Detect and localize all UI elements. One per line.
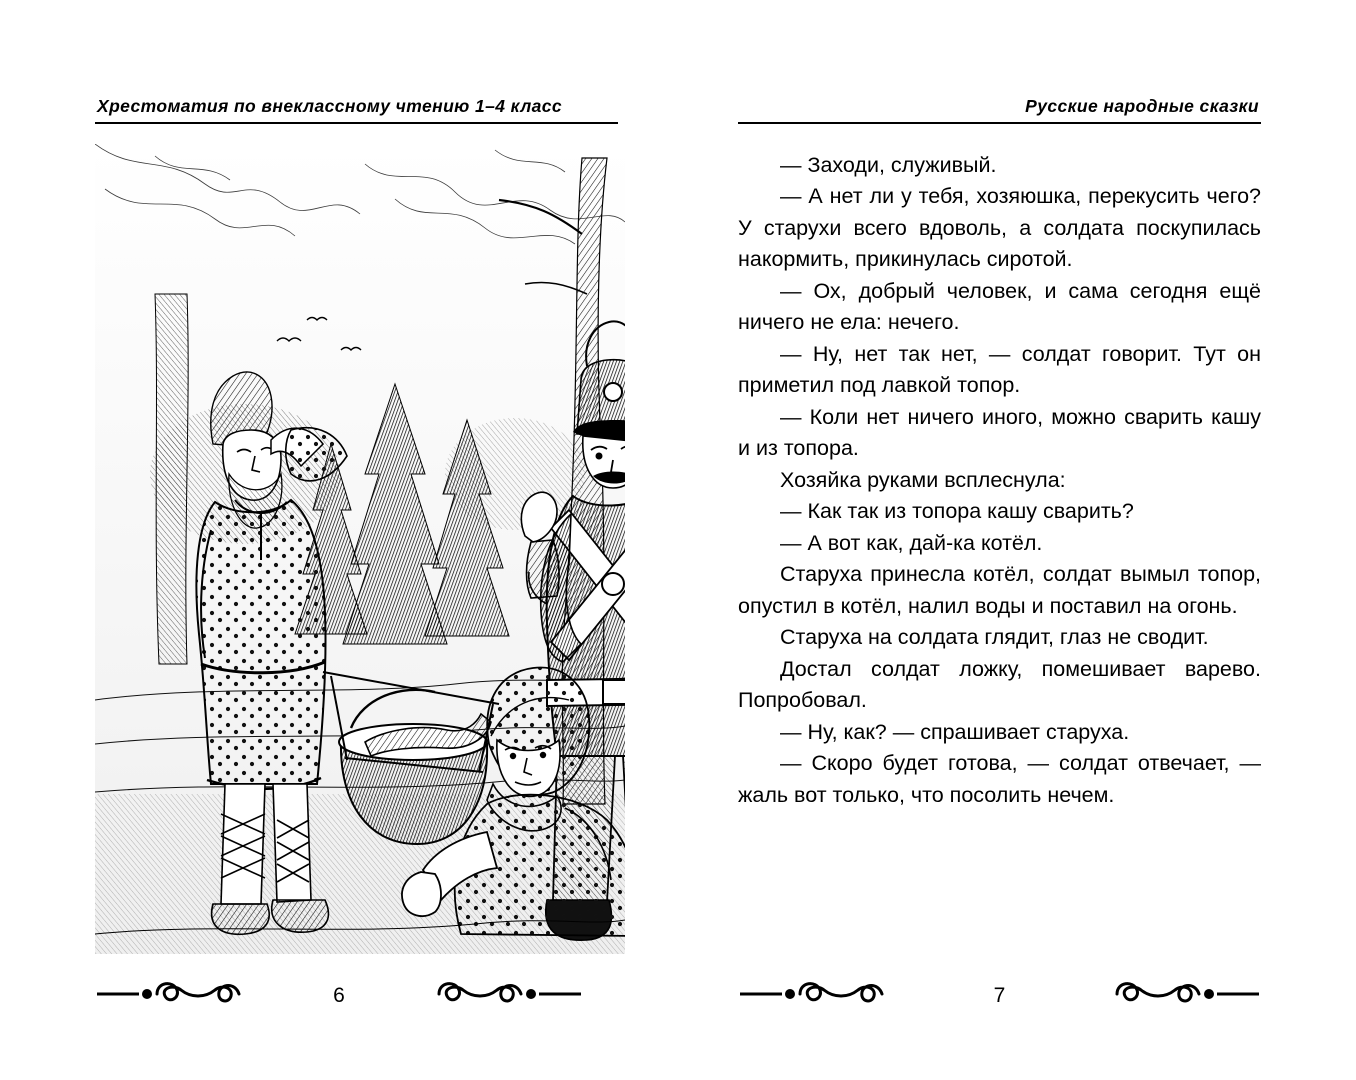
ornament-flourish-left xyxy=(738,978,888,1014)
left-page-footer xyxy=(0,978,678,1014)
paragraph: — Ну, нет так нет, — солдат говорит. Тут он приметил под лавкой топор. xyxy=(738,341,1261,398)
paragraph: — Заходи, служивый. xyxy=(780,153,997,177)
paragraph: — Как так из топора кашу сварить? xyxy=(780,499,1134,524)
ornament-flourish-right xyxy=(1111,978,1261,1014)
illustration-frame xyxy=(95,144,625,954)
soldier-old-woman-peasant-illustration xyxy=(95,144,625,954)
paragraph: — Ну, как? — спрашивает старуха. xyxy=(780,719,1130,744)
paragraph: Достал солдат ложку, помешивает варево. Попробовал. xyxy=(738,656,1261,713)
ornament-flourish-left xyxy=(95,978,245,1014)
right-page xyxy=(678,0,1356,1080)
paragraph: — Ох, добрый человек, и сама сегодня ещё ничего не ела: нечего. xyxy=(738,278,1261,335)
paragraph: Старуха на солдата глядит, глаз не сводит. xyxy=(780,625,1209,650)
right-running-head-text: Русские народные сказки xyxy=(1025,96,1259,116)
page-number: 7 xyxy=(993,984,1006,1007)
paragraph: Хозяйка руками всплеснула: xyxy=(780,467,1066,492)
paragraph: Старуха принесла котёл, солдат вымыл топор, опустил в котёл, налил воды и поставил на огонь. xyxy=(738,562,1261,618)
right-running-head xyxy=(738,96,1261,130)
page-number: 6 xyxy=(333,984,345,1007)
left-running-head-text: Хрестоматия по внеклассному чтению 1–4 класс xyxy=(97,96,563,116)
paragraph: — Скоро будет готова, — солдат отвечает, — жаль вот только, что посолить нечем. xyxy=(738,751,1261,807)
paragraph: — А нет ли у тебя, хозяюшка, перекусить чего? У старухи всего вдоволь, а солдата поскупилась накормить, прикинулась сиротой. xyxy=(738,184,1261,272)
story-body xyxy=(738,150,1261,811)
page-gutter xyxy=(678,0,680,1080)
right-page-footer xyxy=(678,978,1356,1014)
right-running-head-rule xyxy=(738,122,1261,124)
left-running-head-rule xyxy=(95,122,618,124)
paragraph: — А вот как, дай-ка котёл. xyxy=(780,530,1043,555)
ornament-flourish-right xyxy=(433,978,583,1014)
paragraph: — Коли нет ничего иного, можно сварить кашу и из топора. xyxy=(738,404,1261,461)
left-running-head xyxy=(95,96,618,130)
